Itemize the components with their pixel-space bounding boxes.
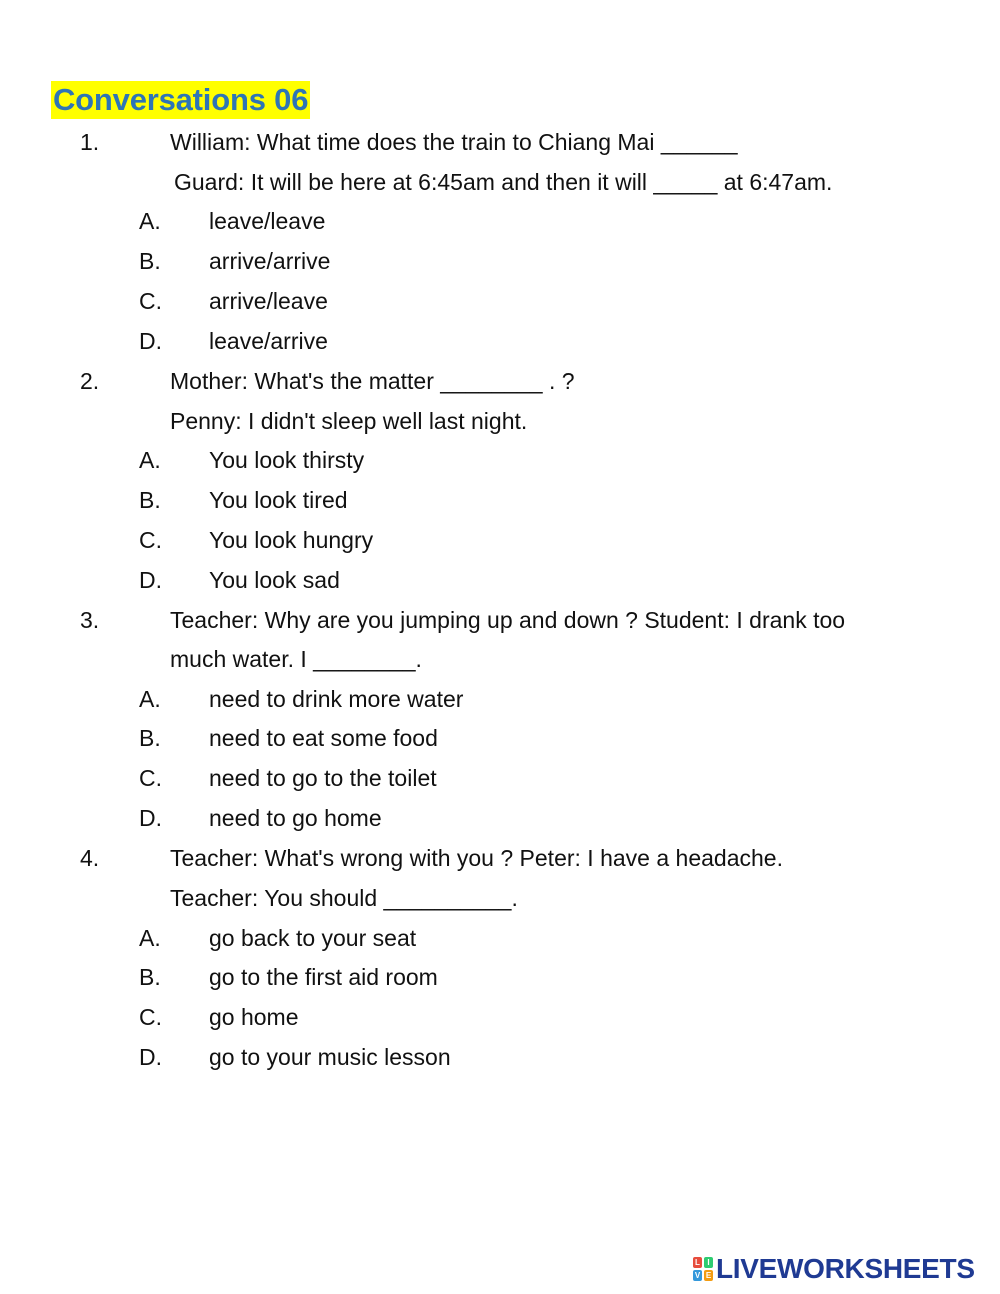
option-text[interactable]: You look tired [209,487,348,513]
logo-text: LIVEWORKSHEETS [716,1253,975,1284]
option-letter: C. [139,288,162,314]
question-number: 4. [80,845,100,871]
option-text[interactable]: go to your music lesson [209,1044,451,1070]
liveworksheets-logo [693,1252,975,1286]
question-line: William: What time does the train to Chiang Mai ______ [170,129,738,155]
option-text[interactable]: You look thirsty [209,447,365,473]
option-letter: A. [139,208,161,234]
question-number: 2. [80,368,100,394]
logo-mark-letter: E [705,1271,712,1280]
logo-mark-letter: I [704,1257,713,1268]
option-text[interactable]: need to go home [209,805,382,831]
liveworksheets-logo-icon [693,1257,713,1281]
option-letter: B. [139,964,161,990]
question-line: Teacher: What's wrong with you ? Peter: I have a headache. [170,845,783,871]
question-line: much water. I ________. [170,646,422,672]
option-text[interactable]: arrive/leave [209,288,328,314]
option-text[interactable]: arrive/arrive [209,248,331,274]
option-letter: B. [139,725,161,751]
option-letter: D. [139,567,162,593]
option-letter: C. [139,1004,162,1030]
question-line: Penny: I didn't sleep well last night. [170,408,528,434]
option-text[interactable]: need to drink more water [209,686,464,712]
option-text[interactable]: You look sad [209,567,340,593]
logo-mark-letter: L [693,1257,702,1268]
option-letter: A. [139,447,161,473]
option-text[interactable]: leave/arrive [209,328,328,354]
option-letter: B. [139,487,161,513]
option-text[interactable]: go back to your seat [209,925,417,951]
option-text[interactable]: leave/leave [209,208,326,234]
option-text[interactable]: You look hungry [209,527,374,553]
option-letter: A. [139,925,161,951]
option-letter: C. [139,527,162,553]
option-letter: C. [139,765,162,791]
option-letter: D. [139,805,162,831]
question-line: Teacher: You should __________. [170,885,518,911]
option-letter: B. [139,248,161,274]
worksheet-title: Conversations 06 [53,82,309,117]
question-line: Teacher: Why are you jumping up and down ? Student: I drank too [170,607,846,633]
option-text[interactable]: need to go to the toilet [209,765,437,791]
question-line: Guard: It will be here at 6:45am and then it will _____ at 6:47am. [174,169,833,195]
question-number: 1. [80,129,100,155]
option-letter: D. [139,328,162,354]
option-letter: A. [139,686,161,712]
option-text[interactable]: go to the first aid room [209,964,438,990]
question-number: 3. [80,607,100,633]
question-line: Mother: What's the matter ________ . ? [170,368,575,394]
logo-mark-letter: V [694,1271,701,1280]
option-letter: D. [139,1044,162,1070]
option-text[interactable]: go home [209,1004,299,1030]
option-text[interactable]: need to eat some food [209,725,438,751]
